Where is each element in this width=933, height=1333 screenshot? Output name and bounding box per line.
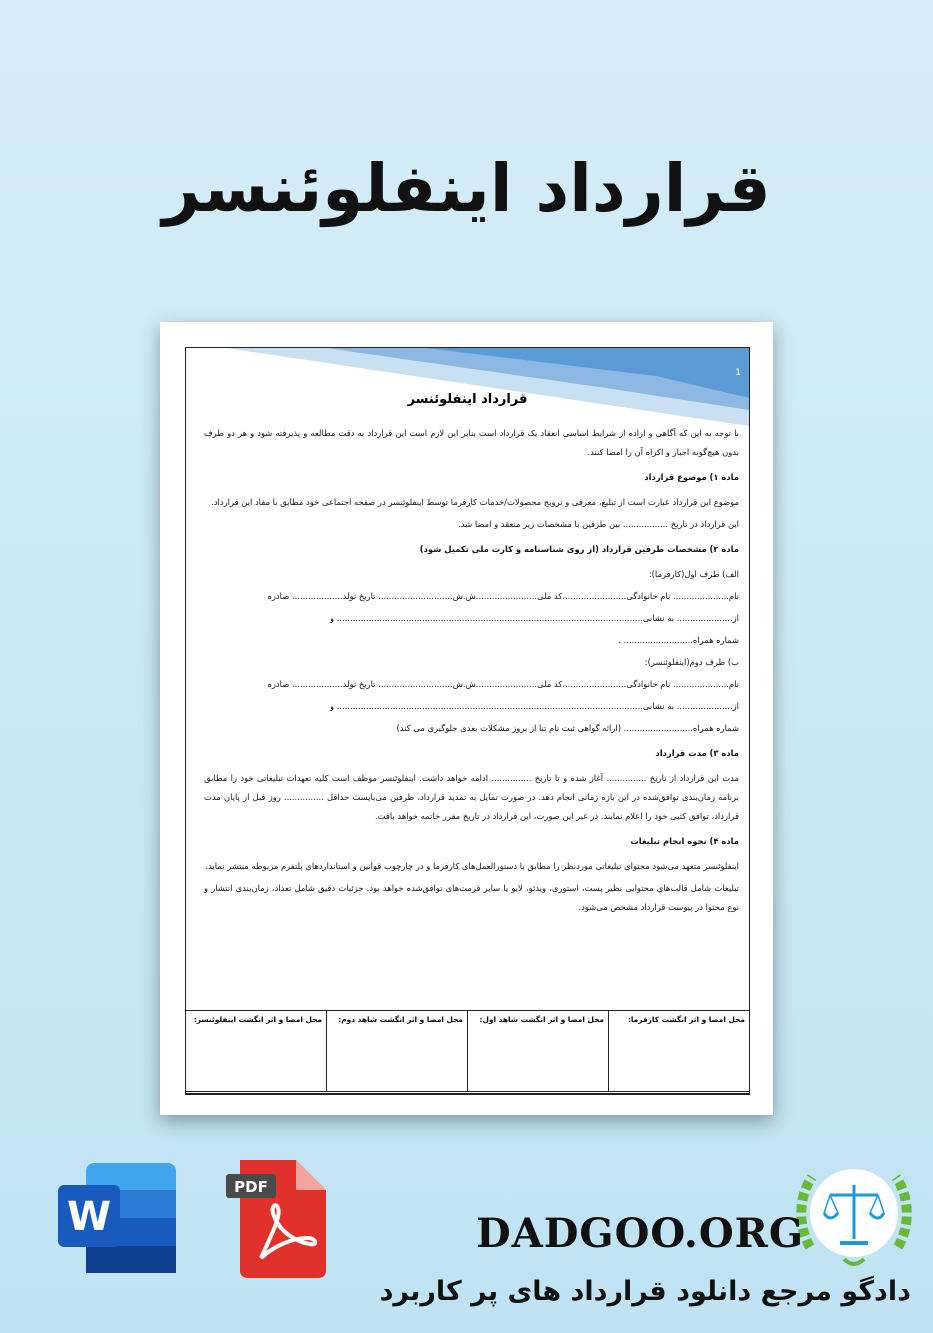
party-a-line-2: از..................... به نشانی................................................................................................................... و — [330, 613, 739, 623]
document-title: قرارداد اینفلوئنسر — [407, 392, 528, 407]
brand-name: DADGOO.ORG — [476, 1210, 805, 1257]
intro-paragraph: با توجه به این که آگاهی و اراده از شرایط اساسی انعقاد یک قرارداد است بنابر این لازم است این قرارداد به دقت مطالعه و پذیرفته شود و هر دو طرف بدون هیچ‌گونه اجبار و اکراه آن را امضا کنند. — [204, 428, 739, 457]
article-3-heading: ماده ۳) مدت قرارداد — [655, 748, 739, 758]
signature-table — [186, 1010, 749, 1094]
article-3-text: مدت این قرارداد از تاریخ ............... آغاز شده و تا تاریخ ............... ادامه خواهد داشت. اینفلوئنسر موظف است کلیه تعهدات تبلیغاتی خود را مطابق برنامه زمان‌بندی توافق‌شده در این بازه زمانی انجام دهد. در صورت تمایل به تمدید قرارداد، طرفین می‌بایست حداقل ............... روز قبل از پایان مدت قرارداد، توافق کتبی خود را اعلام نمایند. در غیر این صورت، این قرارداد در تاریخ مقرر خاتمه خواهد یافت. — [204, 773, 739, 821]
party-b-line-2: از..................... به نشانی................................................................................................................... و — [330, 701, 739, 711]
tagline: دادگو مرجع دانلود قرارداد های پر کاربرد — [379, 1276, 911, 1307]
dadgoo-logo-icon — [790, 1157, 918, 1275]
article-1-text: موضوع این قرارداد عبارت است از تبلیغ، معرفی و ترویج محصولات/خدمات کارفرما توسط اینفلوئنسر در صفحه اجتماعی خود مطابق با مفاد این قرارداد. — [211, 497, 739, 507]
party-b-line-3: شماره همراه.......................... (ارائه گواهی ثبت نام تنا از بروز مشکلات بعدی جلوگیری می کند) — [396, 723, 739, 733]
party-a-line-3: شماره همراه.......................... . — [618, 635, 739, 645]
article-4-text-2: تبلیغات شامل قالب‌های محتوایی نظیر پست، استوری، ویدئو، لایو یا سایر فرمت‌های توافق‌شده خواهد بود. جزئیات دقیق شامل تعداد، زمان‌بندی انتشار و نوع محتوا در پیوست قرارداد مشخص می‌شود. — [204, 883, 739, 912]
page-number: 1 — [735, 368, 741, 378]
party-a-line-1: نام..................... نام خانوادگی........................کد ملی.......................ش.ش............................ تاریخ تولد................... صادره — [267, 591, 739, 601]
word-icon-letter: W — [66, 1194, 112, 1240]
party-b-line-1: نام..................... نام خانوادگی........................کد ملی.......................ش.ش............................ تاریخ تولد................... صادره — [267, 679, 739, 689]
page-title: قرارداد اینفلوئنسر — [162, 150, 771, 227]
word-icon — [58, 1163, 178, 1273]
article-4-heading: ماده ۴) نحوه انجام تبلیغات — [630, 836, 739, 846]
pdf-icon — [226, 1160, 326, 1278]
pdf-icon-label: PDF — [234, 1178, 268, 1196]
signature-cell-employer: محل امضا و اثر انگشت کارفرما: — [608, 1011, 749, 1091]
signature-cell-witness-2: محل امضا و اثر انگشت شاهد دوم: — [326, 1011, 467, 1091]
article-1-heading: ماده ۱) موضوع قرارداد — [644, 472, 739, 482]
document-page — [185, 347, 750, 1095]
article-2-heading: ماده ۲) مشخصات طرفین قرارداد (از روی شناسنامه و کارت ملی تکمیل شود) — [419, 544, 739, 554]
document-body — [204, 424, 739, 920]
header-banner-graphic — [186, 348, 749, 428]
signature-cell-influencer: محل امضا و اثر انگشت اینفلوئنسر: — [193, 1015, 322, 1024]
signature-cell-witness-1: محل امضا و اثر انگشت شاهد اول: — [467, 1011, 608, 1091]
party-b-label: ب) طرف دوم(اینفلوئنسر): — [644, 657, 739, 667]
article-4-text-1: اینفلوئنسر متعهد می‌شود محتوای تبلیغاتی موردنظر را مطابق با دستورالعمل‌های کارفرما و در چارچوب قوانین و استانداردهای پلتفرم مربوطه منتشر نماید. — [205, 861, 739, 871]
party-a-label: الف) طرف اول(کارفرما): — [648, 569, 739, 579]
article-1-date: این قرارداد در تاریخ ................. بین طرفین با مشخصات زیر منعقد و امضا شد. — [458, 519, 739, 529]
